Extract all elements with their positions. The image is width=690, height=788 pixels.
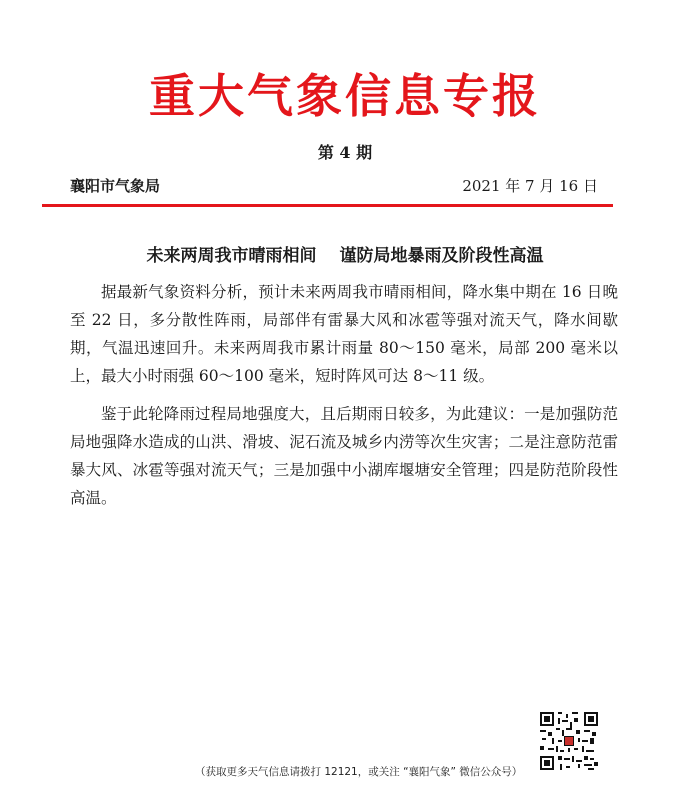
qr-code-icon[interactable] — [540, 712, 598, 770]
paragraph-forecast: 据最新气象资料分析，预计未来两周我市晴雨相间，降水集中期在 16 日晚至 22 日，多分散性阵雨，局部伴有雷暴大风和冰雹等强对流天气，降水间歇期，气温迅速回升。未来两周我市累计雨量 80～150 毫米，局部 200 毫米以上，最大小时雨强 60～100 毫米，短时阵风可达 8～11 级。 — [70, 283, 618, 385]
issue-date: 2021 年 7 月 16 日 — [462, 177, 598, 195]
issuer-name: 襄阳市气象局 — [70, 177, 161, 195]
paragraph-advice: 鉴于此轮降雨过程局地强度大，且后期雨日较多，为此建议：一是加强防范局地强降水造成的山洪、滑坡、泥石流及城乡内涝等次生灾害；二是注意防范雷暴大风、冰雹等强对流天气；三是加强中小湖库堰塘安全管理；四是防范阶段性高温。 — [70, 405, 618, 507]
issue-number: 第 4 期 — [317, 143, 373, 162]
body-text — [70, 278, 618, 522]
masthead-title: 重大气象信息专报 — [149, 69, 541, 123]
headline: 未来两周我市晴雨相间 谨防局地暴雨及阶段性高温 — [146, 246, 544, 266]
footer-note: （获取更多天气信息请拨打 12121，或关注 “襄阳气象” 微信公众号） — [195, 766, 523, 778]
red-divider — [42, 204, 613, 207]
